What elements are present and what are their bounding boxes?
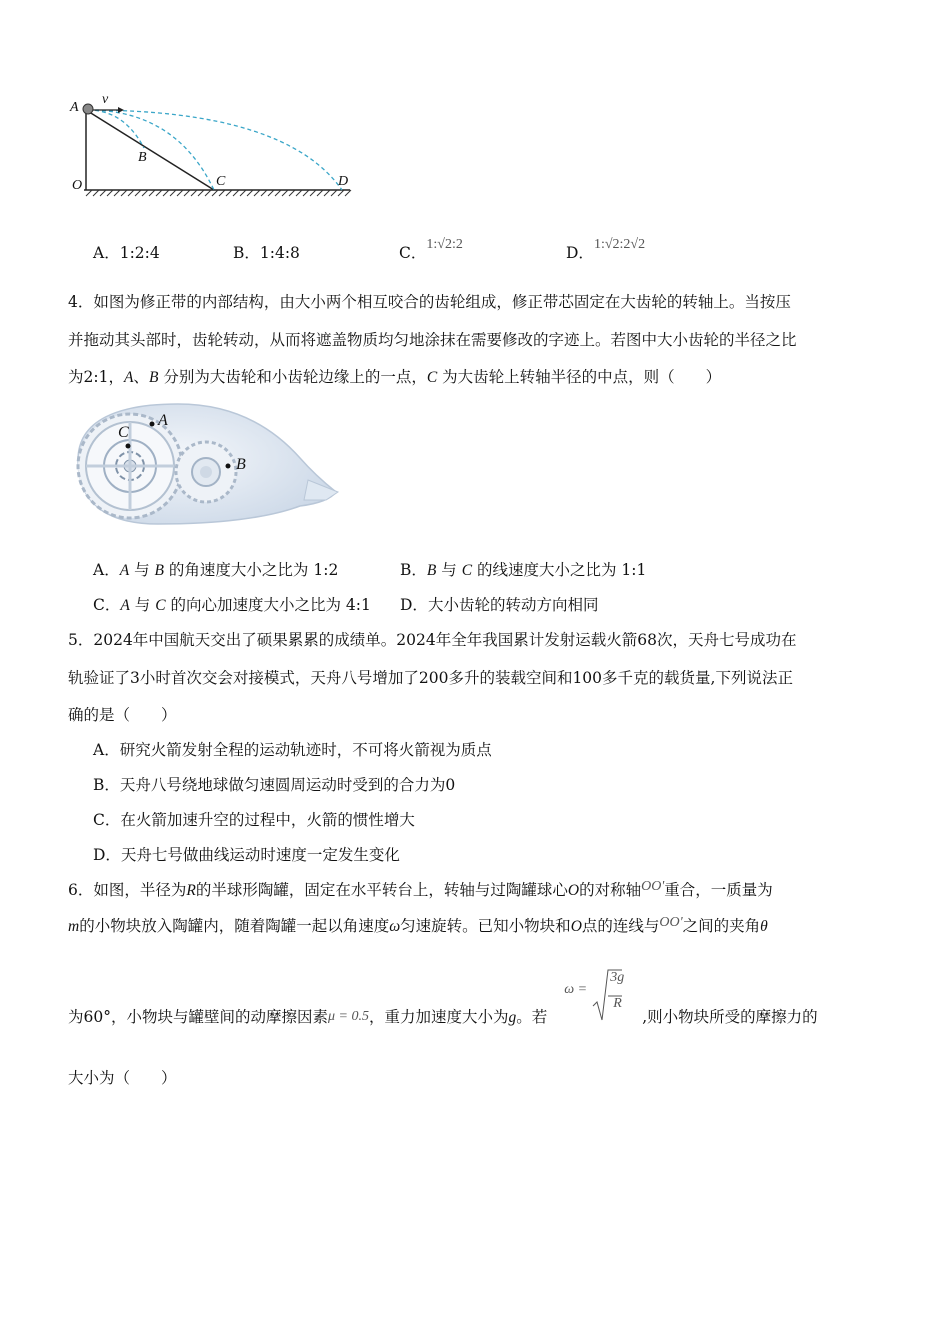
option-letter: B． xyxy=(233,244,260,262)
q6-stem-line-4: 大小为（ ） xyxy=(68,1069,177,1087)
q5-option-b[interactable]: B．天舟八号绕地球做匀速圆周运动时受到的合力为0 xyxy=(93,776,456,794)
q4-figure xyxy=(68,400,340,530)
point-B xyxy=(226,464,231,469)
label-D: D xyxy=(338,174,349,189)
label-A: A xyxy=(158,412,168,429)
q3-option-c[interactable] xyxy=(399,237,463,263)
q3-option-d[interactable] xyxy=(566,237,646,263)
option-letter: C． xyxy=(399,244,427,262)
label-C: C xyxy=(118,424,129,441)
label-A: A xyxy=(70,100,79,115)
option-letter: A． xyxy=(93,244,120,262)
correction-tape-illustration xyxy=(68,400,340,530)
q5-stem-line-3: 确的是（ ） xyxy=(68,706,177,724)
label-B: B xyxy=(138,150,147,165)
option-text: 1:√2:2 xyxy=(426,237,463,252)
ground-hatch xyxy=(86,190,351,196)
q4-stem-line-2: 并拖动其头部时，齿轮转动，从而将遮盖物质均匀地涂抹在需要修改的字迹上。若图中大小齿轮的半径之比 xyxy=(68,331,797,349)
label-C: C xyxy=(216,174,226,189)
q5-option-d[interactable]: D．天舟七号做曲线运动时速度一定发生变化 xyxy=(93,846,400,864)
q6-stem-line-3: 为60°，小物块与罐壁间的动摩擦因素μ = 0.5，重力加速度大小为g。若 ω = 3g R ,则小物块所受的摩擦力的 xyxy=(68,970,818,1026)
point-C xyxy=(126,444,131,449)
omega-formula: ω = 3g R xyxy=(552,1002,642,1022)
q6-stem-line-1: 6．如图，半径为R的半球形陶罐，固定在水平转台上，转轴与过陶罐球心O的对称轴OO'重合，一质量为 xyxy=(68,879,773,899)
q5-stem-line-1: 5．2024年中国航天交出了硕果累累的成绩单。2024年全年我国累计发射运载火箭68次，天舟七号成功在 xyxy=(68,631,797,649)
label-B: B xyxy=(236,456,246,473)
q4-stem-line-1: 4．如图为修正带的内部结构，由大小两个相互咬合的齿轮组成，修正带芯固定在大齿轮的转轴上。当按压 xyxy=(68,293,791,311)
velocity-arrowhead xyxy=(118,107,124,113)
q3-figure xyxy=(66,92,366,206)
q4-option-b[interactable]: B．B 与 C 的线速度大小之比为 1:1 xyxy=(400,561,647,579)
q4-option-c[interactable]: C．A 与 C 的向心加速度大小之比为 4:1 xyxy=(93,596,371,614)
ball xyxy=(83,104,93,114)
point-A xyxy=(150,422,155,427)
option-letter: D． xyxy=(566,244,594,262)
q3-option-a[interactable] xyxy=(93,241,160,263)
q4-option-d[interactable]: D．大小齿轮的转动方向相同 xyxy=(400,596,599,614)
option-text: 1:√2:2√2 xyxy=(593,237,646,252)
q5-stem-line-2: 轨验证了3小时首次交会对接模式，天舟八号增加了200多升的装载空间和100多千克的载货量,下列说法正 xyxy=(68,669,793,687)
option-text: 1:2:4 xyxy=(119,244,160,262)
q4-option-a[interactable]: A．A 与 B 的角速度大小之比为 1:2 xyxy=(93,561,339,579)
q6-stem-line-2: m的小物块放入陶罐内，随着陶罐一起以角速度ω匀速旋转。已知小物块和O点的连线与OO'之间的夹角θ xyxy=(68,915,768,935)
option-text: 1:4:8 xyxy=(259,244,300,262)
label-O: O xyxy=(72,178,83,193)
q4-stem-line-3: 为2:1，A、B 分别为大齿轮和小齿轮边缘上的一点，C 为大齿轮上转轴半径的中点，则（ ） xyxy=(68,368,722,386)
label-v: v xyxy=(102,92,109,107)
q5-option-c[interactable]: C．在火箭加速升空的过程中，火箭的惯性增大 xyxy=(93,811,415,829)
q3-option-b[interactable] xyxy=(233,241,300,263)
q5-option-a[interactable]: A．研究火箭发射全程的运动轨迹时，不可将火箭视为质点 xyxy=(93,741,492,759)
trajectory-d xyxy=(88,110,342,190)
